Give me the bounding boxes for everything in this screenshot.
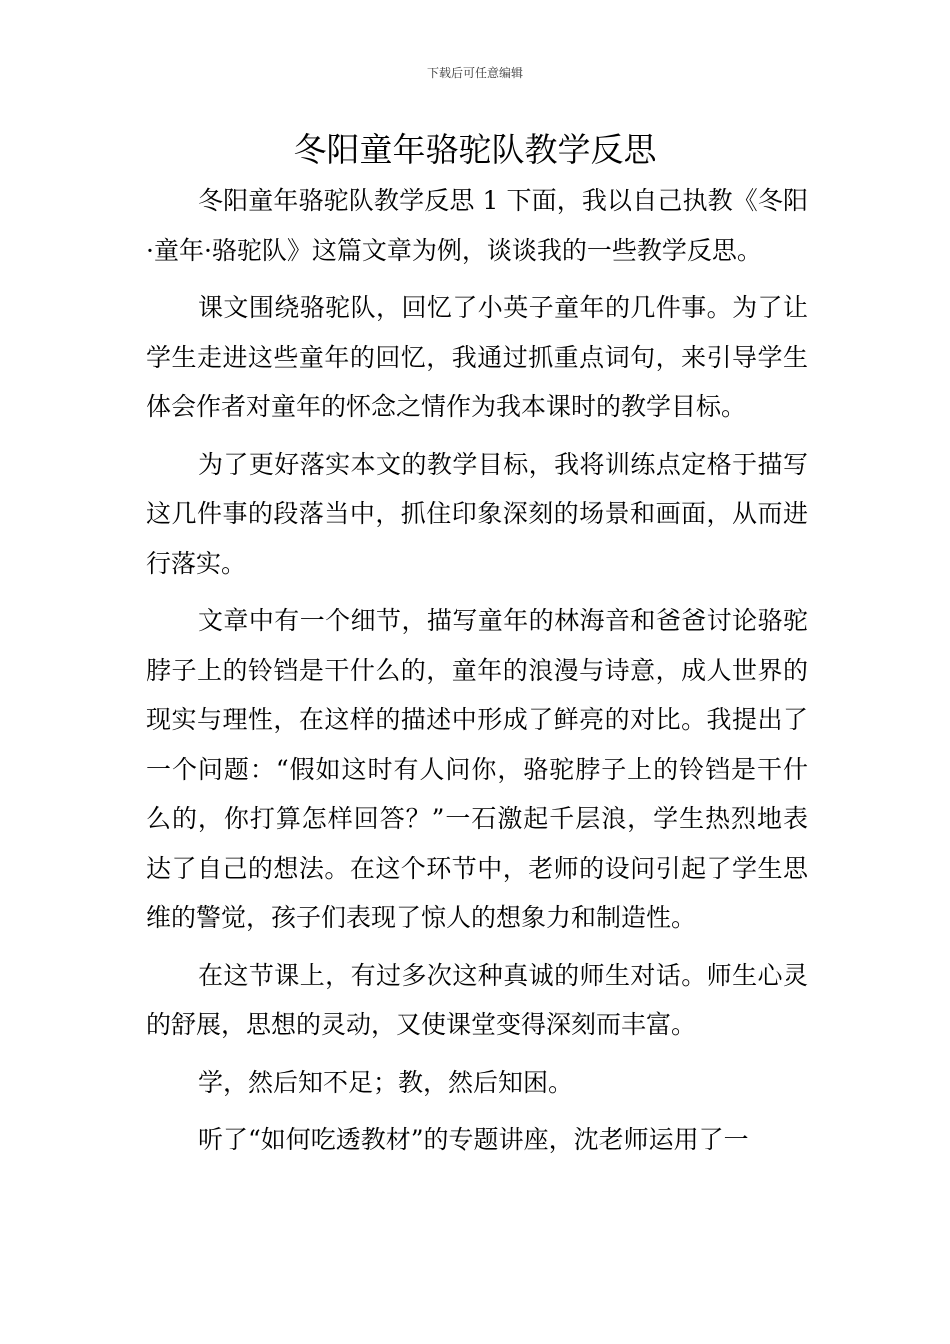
header-note: 下载后可任意编辑 xyxy=(426,66,523,80)
paragraph: 学，然后知不足；教，然后知困。 xyxy=(198,1067,574,1097)
paragraph: 文章中有一个细节，描写童年的林海音和爸爸讨论骆驼脖子上的铃铛是干什么的，童年的浪漫与诗意，成人世界的现实与理性，在这样的描述中形成了鲜亮的对比。我提出了一个问题：“假如这时有人问你，骆驼脖子上的铃铛是干什么的，你打算怎样回答？”一石激起千层浪，学生热烈地表达了自己的想法。在这个环节中，老师的设问引起了学生思维的警觉，孩子们表现了惊人的想象力和制造性。 xyxy=(146,606,808,932)
paragraph: 在这节课上，有过多次这种真诚的师生对话。师生心灵的舒展，思想的灵动，又使课堂变得深刻而丰富。 xyxy=(146,960,808,1039)
paragraph: 为了更好落实本文的教学目标，我将训练点定格于描写这几件事的段落当中，抓住印象深刻的场景和画面，从而进行落实。 xyxy=(146,449,808,578)
paragraph: 冬阳童年骆驼队教学反思 1 下面，我以自己执教《冬阳·童年·骆驼队》这篇文章为例，谈谈我的一些教学反思。 xyxy=(146,186,808,265)
paragraph: 听了“如何吃透教材”的专题讲座，沈老师运用了一 xyxy=(198,1125,749,1154)
document-body xyxy=(146,176,808,1173)
document-title: 冬阳童年骆驼队教学反思 xyxy=(293,130,657,169)
paragraph: 课文围绕骆驼队，回忆了小英子童年的几件事。为了让学生走进这些童年的回忆，我通过抓重点词句，来引导学生体会作者对童年的怀念之情作为我本课时的教学目标。 xyxy=(146,293,808,421)
